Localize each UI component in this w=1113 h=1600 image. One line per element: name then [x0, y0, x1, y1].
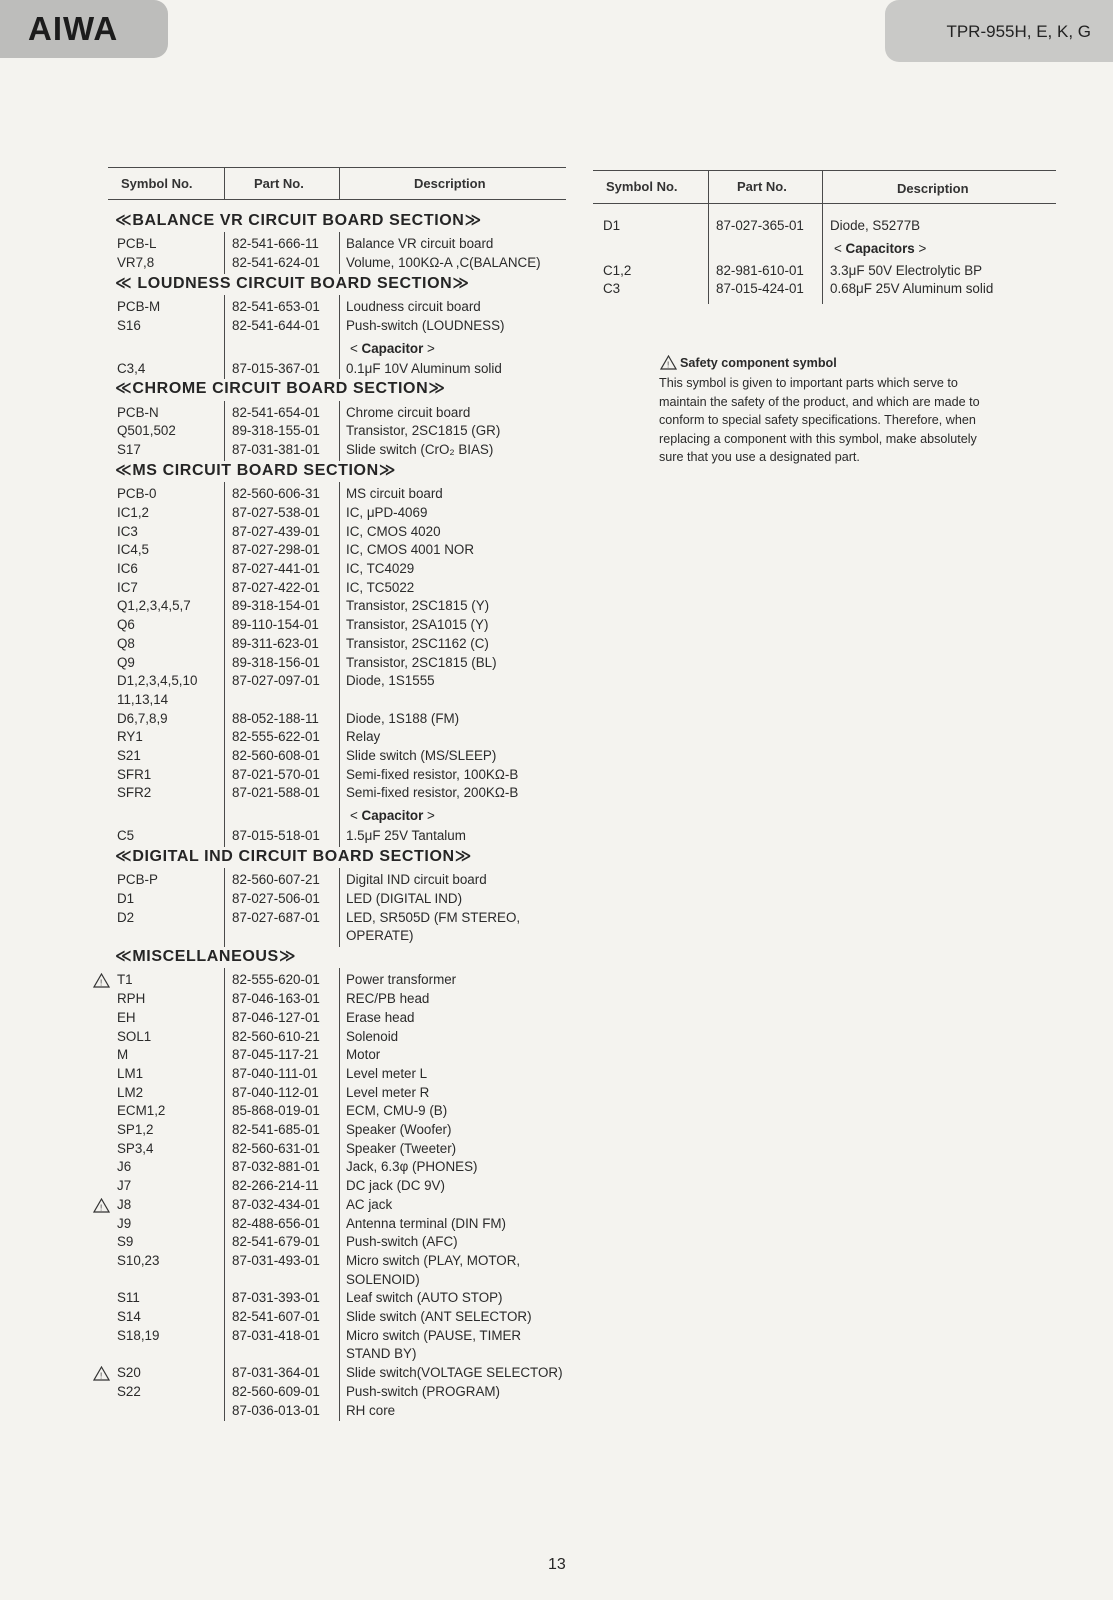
symbol-cell: SP3,4	[117, 1140, 154, 1156]
part-number-cell: 87-036-013-01	[232, 1402, 320, 1418]
part-number-cell: 82-541-607-01	[232, 1309, 320, 1324]
col-part-header: Part No.	[254, 176, 304, 191]
description-cell: Leaf switch (AUTO STOP)	[346, 1290, 503, 1306]
part-number-cell: 82-266-214-11	[232, 1178, 319, 1194]
symbol-cell: SFR1	[117, 766, 152, 782]
symbol-cell: S11	[117, 1290, 140, 1306]
description-cell: Level meter L	[346, 1065, 428, 1081]
part-number-cell: 87-015-367-01	[232, 360, 320, 376]
description-cell: IC, μPD-4069	[346, 504, 428, 520]
part-number-cell: 87-032-881-01	[232, 1159, 320, 1175]
symbol-cell: Q501,502	[117, 423, 176, 439]
part-number-cell: 89-318-155-01	[232, 423, 320, 439]
description-cell: Jack, 6.3φ (PHONES)	[346, 1159, 478, 1175]
description-cell: Motor	[346, 1047, 381, 1063]
part-number-cell: 82-560-608-01	[232, 748, 320, 763]
col-description-header: Description	[897, 181, 969, 196]
description-cell: Chrome circuit board	[346, 404, 471, 420]
part-number-cell: 82-555-620-01	[232, 972, 320, 988]
section-heading: ≪MS CIRCUIT BOARD SECTION≫	[115, 461, 397, 479]
description-cell: IC, TC4029	[346, 561, 415, 576]
symbol-cell: D6,7,8,9	[117, 710, 168, 726]
symbol-cell: IC6	[117, 561, 138, 576]
part-number-cell: 87-032-434-01	[232, 1196, 320, 1212]
part-number-cell: 87-021-570-01	[232, 766, 320, 782]
part-number-cell: 82-560-606-31	[232, 486, 320, 502]
part-number-cell: 87-021-588-01	[232, 785, 320, 801]
symbol-cell: IC3	[117, 523, 138, 539]
symbol-cell: S22	[117, 1383, 141, 1399]
part-number-cell: 82-488-656-01	[232, 1215, 320, 1231]
symbol-cell: Q8	[117, 635, 135, 651]
part-number-cell: 87-040-112-01	[232, 1084, 319, 1100]
symbol-cell: D1	[117, 890, 135, 906]
symbol-cell: PCB-M	[117, 299, 161, 315]
symbol-cell: 11,13,14	[117, 691, 169, 707]
symbol-cell: M	[117, 1047, 129, 1063]
svg-text:!: !	[100, 1371, 103, 1381]
symbol-cell: J9	[117, 1215, 132, 1231]
description-cell: 1.5μF 25V Tantalum	[346, 828, 466, 844]
description-cell: LED (DIGITAL IND)	[346, 890, 463, 906]
symbol-cell: J6	[117, 1159, 132, 1175]
symbol-cell: EH	[117, 1009, 136, 1025]
warning-triangle-icon	[93, 1198, 110, 1213]
safety-title: Safety component symbol	[680, 356, 837, 370]
symbol-cell: ECM1,2	[117, 1103, 166, 1119]
description-cell: Push-switch (PROGRAM)	[346, 1383, 501, 1399]
symbol-cell: C1,2	[603, 262, 632, 278]
part-number-cell: 87-027-538-01	[232, 504, 320, 520]
symbol-cell: PCB-L	[117, 236, 157, 252]
part-number-cell: 85-868-019-01	[232, 1103, 320, 1119]
description-cell: Volume, 100KΩ-A ,C(BALANCE)	[346, 255, 541, 271]
safety-line: maintain the safety of the product, and which are made to	[659, 394, 980, 409]
description-cell: Relay	[346, 729, 381, 745]
part-number-cell: 87-027-441-01	[232, 561, 320, 576]
part-number-cell: 87-027-097-01	[232, 673, 320, 689]
part-number-cell: 89-110-154-01	[232, 617, 319, 633]
symbol-cell: LM1	[117, 1065, 144, 1081]
part-number-cell: 87-040-111-01	[232, 1065, 318, 1081]
description-cell: Slide switch (MS/SLEEP)	[346, 748, 497, 763]
svg-text:!: !	[667, 360, 670, 370]
col-symbol-header: Symbol No.	[606, 179, 678, 194]
brand-name: AIWA	[28, 10, 119, 47]
symbol-cell: D1	[603, 218, 621, 233]
description-cell: Slide switch (CrO₂ BIAS)	[346, 442, 494, 458]
symbol-cell: SOL1	[117, 1028, 152, 1044]
symbol-cell: SP1,2	[117, 1122, 154, 1137]
symbol-cell: S16	[117, 317, 141, 333]
safety-line: replacing a component with this symbol, make absolutely	[659, 431, 977, 446]
part-number-cell: 87-031-381-01	[232, 442, 320, 458]
part-number-cell: 82-560-631-01	[232, 1140, 320, 1156]
symbol-cell: IC4,5	[117, 542, 150, 558]
part-number-cell: 87-031-393-01	[232, 1290, 320, 1306]
warning-triangle-icon	[93, 1366, 110, 1381]
part-number-cell: 82-560-607-21	[232, 872, 320, 888]
part-number-cell: 82-555-622-01	[232, 729, 320, 745]
description-cell: Speaker (Tweeter)	[346, 1140, 457, 1156]
description-cell: ECM, CMU-9 (B)	[346, 1103, 448, 1119]
symbol-cell: J7	[117, 1178, 132, 1194]
symbol-cell: S20	[117, 1365, 141, 1381]
symbol-cell: IC7	[117, 579, 138, 595]
symbol-cell: VR7,8	[117, 255, 155, 271]
capacitor-subheading: < Capacitor >	[350, 340, 435, 356]
safety-line: conform to special safety specifications. Therefore, when	[659, 413, 976, 427]
symbol-cell: Q1,2,3,4,5,7	[117, 598, 191, 614]
description-cell: Semi-fixed resistor, 200KΩ-B	[346, 785, 519, 801]
symbol-cell: S18,19	[117, 1327, 160, 1343]
part-number-cell: 87-027-298-01	[232, 542, 320, 558]
section-heading: ≪CHROME CIRCUIT BOARD SECTION≫	[115, 380, 446, 398]
symbol-cell: D1,2,3,4,5,10	[117, 673, 198, 689]
symbol-cell: Q9	[117, 654, 135, 670]
part-number-cell: 89-318-154-01	[232, 598, 320, 614]
page-number: 13	[548, 1556, 566, 1573]
symbol-cell: Q6	[117, 617, 135, 633]
description-cell: SOLENOID)	[346, 1271, 420, 1287]
part-number-cell: 87-031-364-01	[232, 1365, 320, 1381]
part-number-cell: 87-027-687-01	[232, 909, 320, 925]
description-cell: Transistor, 2SA1015 (Y)	[346, 617, 489, 633]
description-cell: Slide switch(VOLTAGE SELECTOR)	[346, 1365, 563, 1381]
description-cell: Diode, 1S1555	[346, 673, 435, 689]
part-number-cell: 82-541-654-01	[232, 404, 320, 420]
description-cell: Push-switch (LOUDNESS)	[346, 317, 505, 333]
description-cell: IC, CMOS 4001 NOR	[346, 542, 474, 558]
symbol-cell: S9	[117, 1234, 134, 1250]
part-number-cell: 82-541-666-11	[232, 236, 319, 252]
description-cell: Balance VR circuit board	[346, 236, 494, 252]
part-number-cell: 89-318-156-01	[232, 654, 320, 670]
description-cell: Micro switch (PLAY, MOTOR,	[346, 1252, 521, 1268]
description-cell: Transistor, 2SC1815 (BL)	[346, 654, 497, 670]
description-cell: STAND BY)	[346, 1346, 417, 1362]
description-cell: Transistor, 2SC1815 (GR)	[346, 423, 501, 439]
symbol-cell: S21	[117, 748, 141, 763]
part-number-cell: 87-015-518-01	[232, 828, 320, 844]
description-cell: Transistor, 2SC1815 (Y)	[346, 598, 490, 614]
part-number-cell: 87-046-127-01	[232, 1009, 320, 1025]
safety-line: sure that you use a designated part.	[659, 450, 860, 464]
description-cell: RH core	[346, 1402, 396, 1418]
description-cell: Semi-fixed resistor, 100KΩ-B	[346, 766, 519, 782]
symbol-cell: C3,4	[117, 360, 146, 376]
part-number-cell: 82-541-679-01	[232, 1234, 320, 1250]
symbol-cell: SFR2	[117, 785, 152, 801]
description-cell: Digital IND circuit board	[346, 872, 487, 888]
description-cell: Slide switch (ANT SELECTOR)	[346, 1309, 532, 1324]
symbol-cell: S10,23	[117, 1252, 160, 1268]
col-part-header: Part No.	[737, 179, 787, 194]
svg-text:!: !	[100, 1203, 103, 1213]
part-number-cell: 82-541-685-01	[232, 1122, 320, 1137]
description-cell: IC, CMOS 4020	[346, 523, 441, 539]
description-cell: REC/PB head	[346, 991, 430, 1007]
part-number-cell: 87-015-424-01	[716, 281, 804, 297]
capacitor-subheading: < Capacitors >	[834, 240, 927, 256]
symbol-cell: S14	[117, 1309, 141, 1324]
description-cell: Level meter R	[346, 1084, 430, 1100]
part-number-cell: 87-031-418-01	[232, 1327, 320, 1343]
description-cell: Micro switch (PAUSE, TIMER	[346, 1327, 522, 1343]
part-number-cell: 87-045-117-21	[232, 1047, 319, 1063]
description-cell: Solenoid	[346, 1028, 399, 1044]
col-description-header: Description	[414, 176, 486, 191]
part-number-cell: 87-027-422-01	[232, 579, 320, 595]
model-number: TPR-955H, E, K, G	[946, 22, 1091, 41]
part-number-cell: 87-031-493-01	[232, 1252, 320, 1268]
part-number-cell: 87-027-365-01	[716, 218, 804, 233]
symbol-cell: PCB-P	[117, 872, 158, 888]
description-cell: MS circuit board	[346, 486, 443, 502]
warning-triangle-icon	[660, 355, 677, 370]
section-heading: ≪DIGITAL IND CIRCUIT BOARD SECTION≫	[115, 847, 473, 865]
description-cell: Loudness circuit board	[346, 299, 481, 315]
symbol-cell: RY1	[117, 729, 143, 745]
part-number-cell: 87-046-163-01	[232, 991, 320, 1007]
description-cell: 0.1μF 10V Aluminum solid	[346, 360, 502, 376]
part-number-cell: 82-541-624-01	[232, 255, 320, 271]
section-heading: ≪ LOUDNESS CIRCUIT BOARD SECTION≫	[115, 274, 470, 292]
symbol-cell: T1	[117, 972, 133, 988]
description-cell: Push-switch (AFC)	[346, 1234, 458, 1250]
symbol-cell: IC1,2	[117, 504, 150, 520]
description-cell: LED, SR505D (FM STEREO,	[346, 909, 521, 925]
description-cell: Speaker (Woofer)	[346, 1122, 452, 1137]
part-number-cell: 82-541-653-01	[232, 299, 320, 315]
symbol-cell: PCB-N	[117, 404, 159, 420]
part-number-cell: 82-541-644-01	[232, 317, 320, 333]
description-cell: Transistor, 2SC1162 (C)	[346, 635, 489, 651]
description-cell: Diode, S5277B	[830, 218, 921, 233]
section-heading: ≪MISCELLANEOUS≫	[115, 948, 297, 965]
part-number-cell: 82-560-610-21	[232, 1028, 320, 1044]
symbol-cell: PCB-0	[117, 486, 157, 502]
symbol-cell: D2	[117, 909, 135, 925]
part-number-cell: 88-052-188-11	[232, 710, 319, 726]
symbol-cell: S17	[117, 442, 141, 458]
description-cell: IC, TC5022	[346, 579, 415, 595]
model-tab	[885, 0, 1113, 62]
part-number-cell: 87-027-506-01	[232, 890, 320, 906]
description-cell: Diode, 1S188 (FM)	[346, 710, 460, 726]
description-cell: AC jack	[346, 1196, 393, 1212]
symbol-cell: C3	[603, 281, 621, 297]
description-cell: Antenna terminal (DIN FM)	[346, 1215, 506, 1231]
part-number-cell: 87-027-439-01	[232, 523, 320, 539]
svg-text:!: !	[100, 978, 103, 988]
symbol-cell: J8	[117, 1196, 132, 1212]
safety-text	[659, 374, 1059, 467]
symbol-cell: C5	[117, 828, 135, 844]
description-cell: 0.68μF 25V Aluminum solid	[830, 281, 994, 297]
symbol-cell: LM2	[117, 1084, 144, 1100]
symbol-cell: RPH	[117, 991, 146, 1007]
brand-logo	[0, 0, 168, 58]
part-number-cell: 82-981-610-01	[716, 262, 804, 278]
warning-triangle-icon	[93, 973, 110, 988]
part-number-cell: 82-560-609-01	[232, 1383, 320, 1399]
part-number-cell: 89-311-623-01	[232, 635, 319, 651]
description-cell: DC jack (DC 9V)	[346, 1178, 445, 1194]
description-cell: Power transformer	[346, 972, 457, 988]
description-cell: OPERATE)	[346, 928, 414, 944]
section-heading: ≪BALANCE VR CIRCUIT BOARD SECTION≫	[115, 212, 482, 229]
capacitor-subheading: < Capacitor >	[350, 808, 435, 824]
description-cell: Erase head	[346, 1009, 415, 1025]
col-symbol-header: Symbol No.	[121, 176, 193, 191]
safety-line: This symbol is given to important parts which serve to	[659, 376, 958, 390]
description-cell: 3.3μF 50V Electrolytic BP	[830, 262, 983, 278]
